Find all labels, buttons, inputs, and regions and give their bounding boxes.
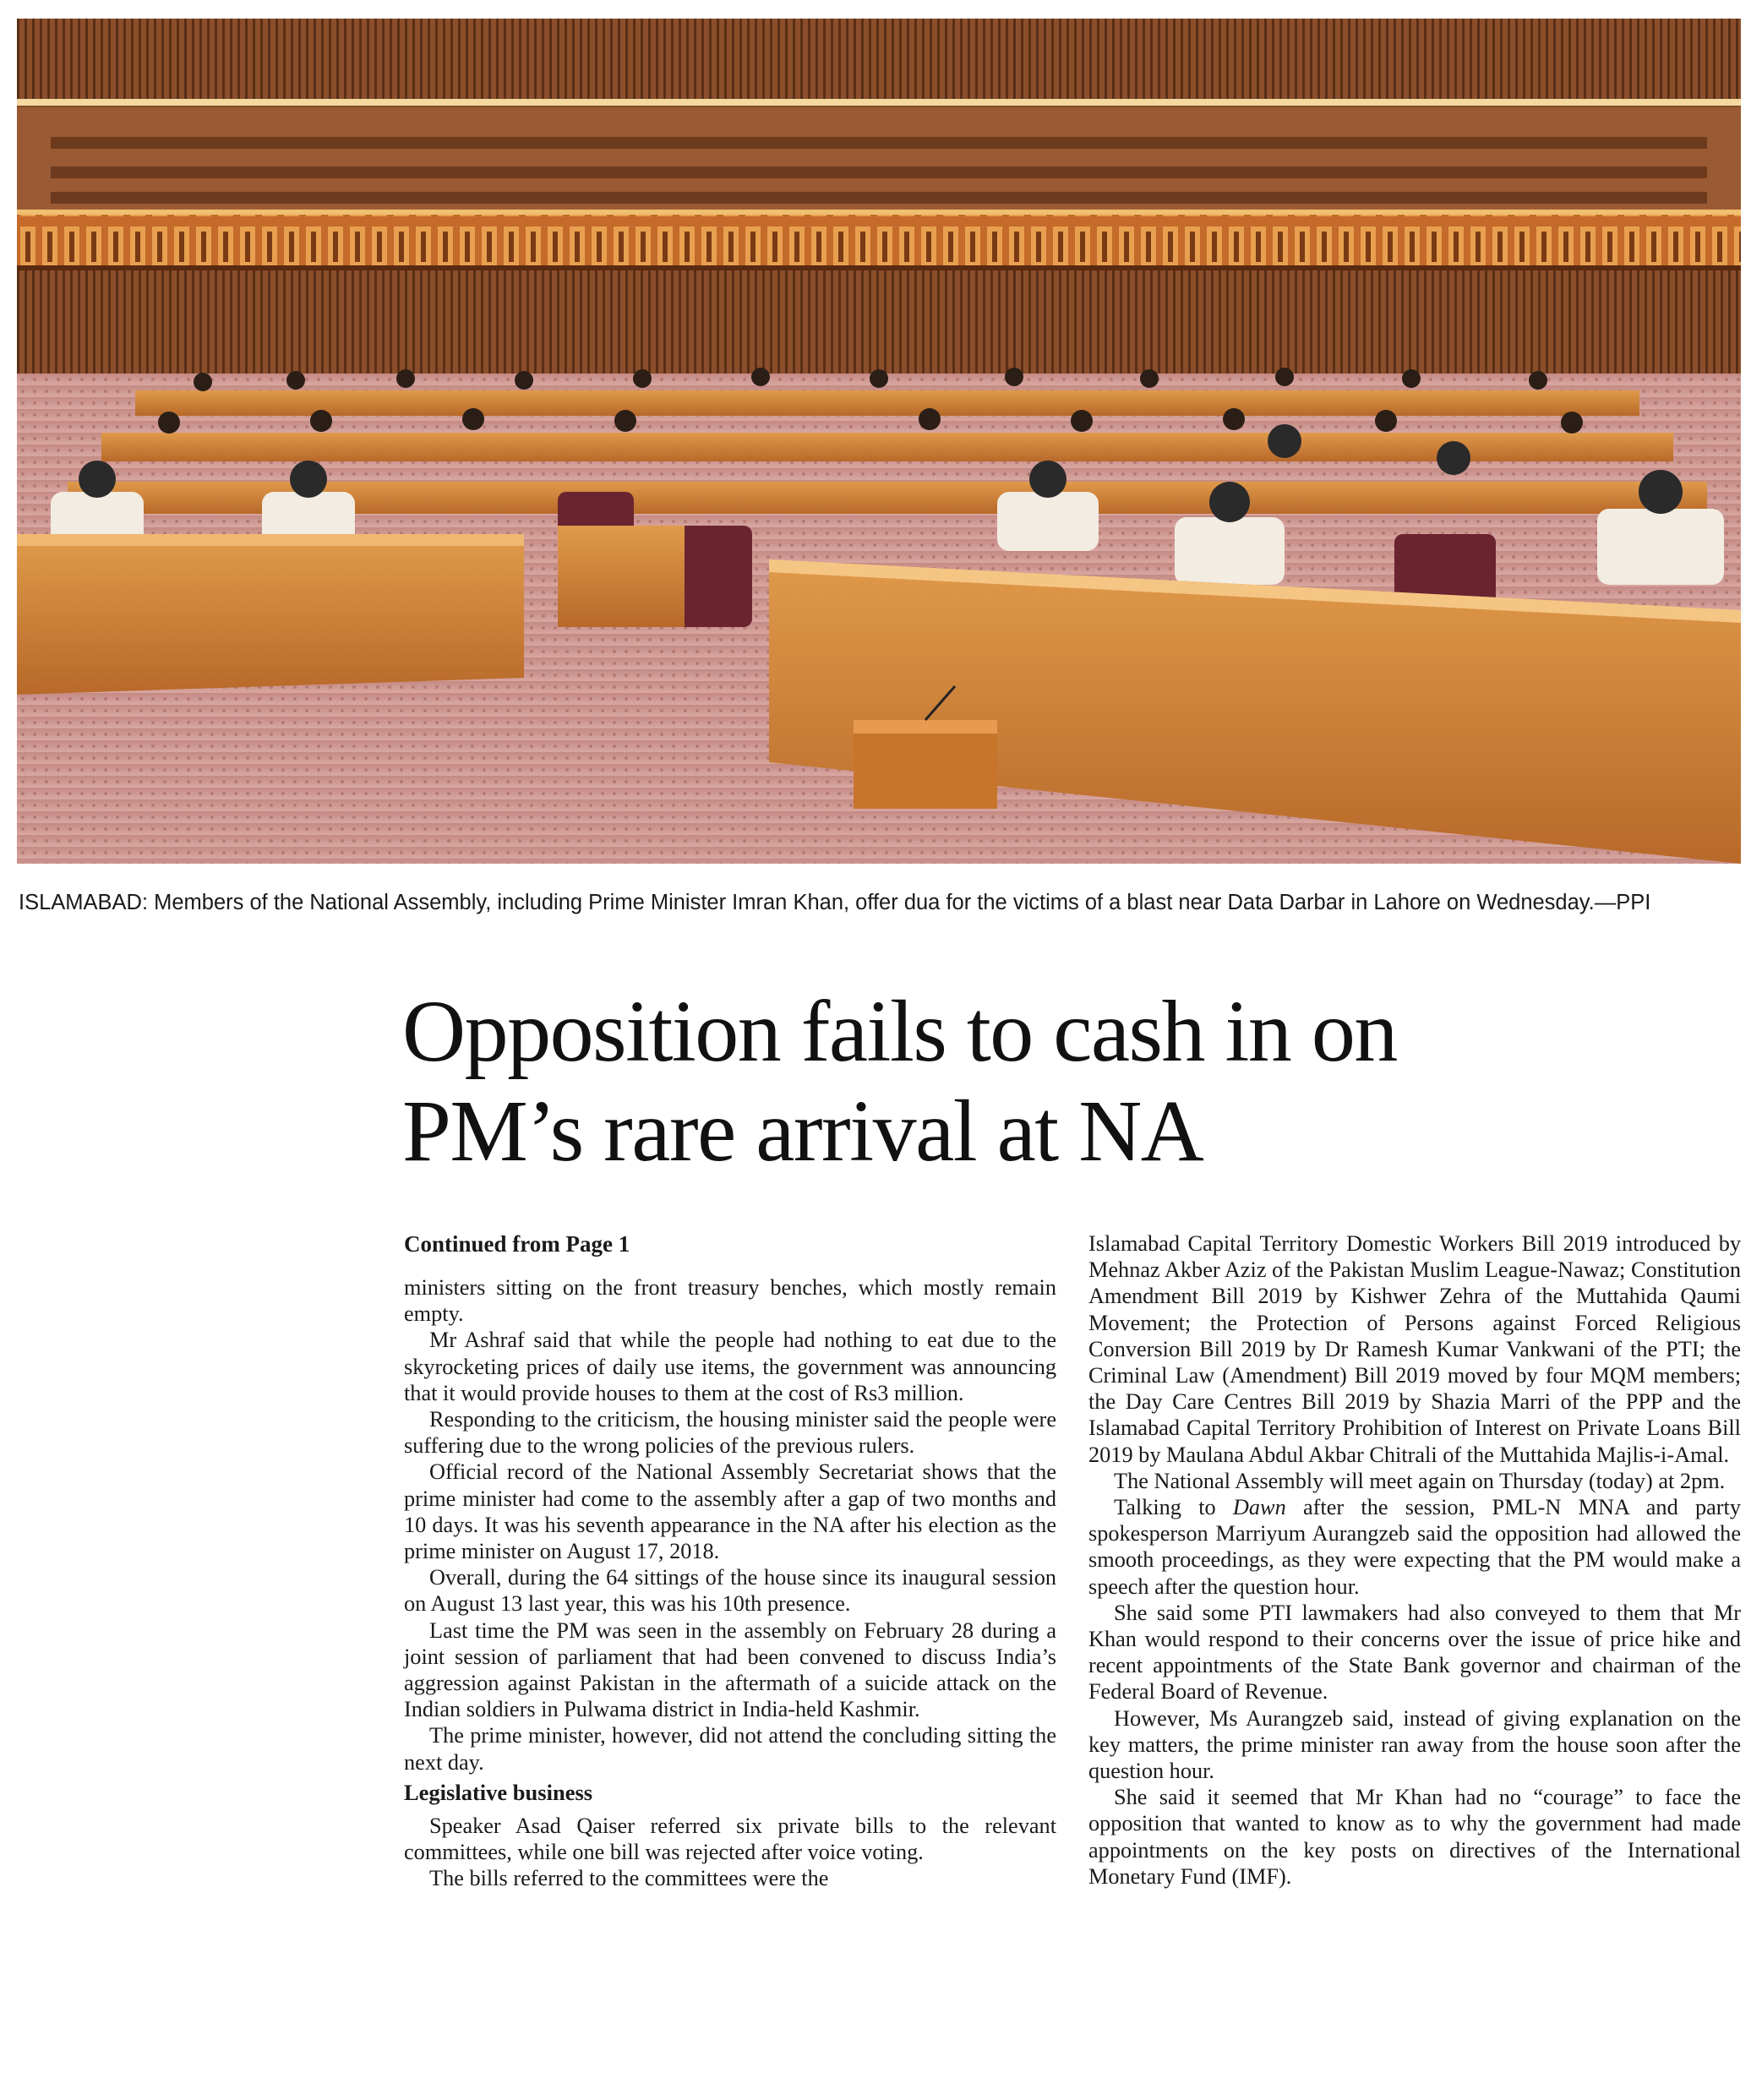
paragraph: Responding to the criticism, the housing minister said the people were suffering due to the wrong policies of the previous rulers.	[404, 1407, 1056, 1459]
article-column-1	[404, 1230, 1056, 1891]
headline-line-2: PM’s rare arrival at NA	[402, 1083, 1203, 1180]
headline	[402, 982, 1754, 1181]
paragraph: Islamabad Capital Territory Domestic Workers Bill 2019 introduced by Mehnaz Akber Aziz of the Pakistan Muslim League-Nawaz; Constitution Amendment Bill 2019 by Kishwer Zehra of the Muttahida Qaumi Movement; the Protection of Persons against Forced Religious Conversion Bill 2019 by Dr Ramesh Kumar Vankwani of the PTI; the Criminal Law (Amendment) Bill 2019 moved by four MQM members; the Day Care Centres Bill 2019 by Shazia Marri of the PPP and the Islamabad Capital Territory Prohibition of Interest on Private Loans Bill 2019 by Maulana Abdul Akbar Chitrali of the Muttahida Majlis-i-Amal.	[1088, 1231, 1741, 1467]
assembly-photo	[17, 19, 1741, 864]
paragraph: Official record of the National Assembly Secretariat shows that the prime minister had come to the assembly after a gap of two months and 10 days. It was his seventh appearance in the NA after his election as the prime minister on August 17, 2018.	[404, 1459, 1056, 1564]
article-column-2	[1088, 1230, 1741, 1890]
paragraph: Overall, during the 64 sittings of the house since its inaugural session on August 13 last year, this was his 10th presence.	[404, 1565, 1056, 1617]
assembly-photo-illustration	[17, 19, 1741, 864]
paragraph: Speaker Asad Qaiser referred six private bills to the relevant committees, while one bill was rejected after voice voting.	[404, 1813, 1056, 1865]
kicker: Continued from Page 1	[404, 1231, 630, 1257]
newspaper-name: Dawn	[1232, 1495, 1286, 1520]
paragraph: Mr Ashraf said that while the people had nothing to eat due to the skyrocketing prices of daily use items, the government was announcing that it would provide houses to them at the cost of Rs3 million.	[404, 1328, 1056, 1405]
headline-line-1: Opposition fails to cash in on	[402, 983, 1397, 1080]
photo-caption: ISLAMABAD: Members of the National Assembly, including Prime Minister Imran Khan, offer dua for the victims of a blast near Data Darbar in Lahore on Wednesday.—PPI	[19, 891, 1651, 914]
paragraph: Last time the PM was seen in the assembly on February 28 during a joint session of parliament that had been convened to discuss India’s aggression against Pakistan in the aftermath of a suicide attack on the Indian soldiers in Pulwama district in India-held Kashmir.	[404, 1617, 1056, 1722]
paragraph: However, Ms Aurangzeb said, instead of giving explanation on the key matters, the prime minister ran away from the house soon after the question hour.	[1088, 1705, 1741, 1784]
paragraph: The National Assembly will meet again on Thursday (today) at 2pm.	[1114, 1468, 1726, 1493]
paragraph	[1088, 1494, 1741, 1600]
paragraph: ministers sitting on the front treasury benches, which mostly remain empty.	[404, 1275, 1056, 1327]
subhead: Legislative business	[404, 1779, 593, 1805]
paragraph: The bills referred to the committees were the	[429, 1866, 829, 1891]
paragraph: The prime minister, however, did not attend the concluding sitting the next day.	[404, 1723, 1056, 1775]
paragraph: She said some PTI lawmakers had also conveyed to them that Mr Khan would respond to their concerns over the issue of price hike and recent appointments of the State Bank governor and chairman of the Federal Board of Revenue.	[1088, 1600, 1741, 1705]
text-run: after the session, PML-N MNA and party spokesperson Marriyum Aurangzeb said the opposition had allowed the smooth proceedings, as they were expecting that the PM would make a speech after the question hour.	[1088, 1495, 1742, 1599]
paragraph: She said it seemed that Mr Khan had no “courage” to face the opposition that wanted to know as to why the government had made appointments on the key posts on directives of the International Monetary Fund (IMF).	[1088, 1785, 1741, 1889]
text-run: Talking to	[1114, 1495, 1233, 1520]
